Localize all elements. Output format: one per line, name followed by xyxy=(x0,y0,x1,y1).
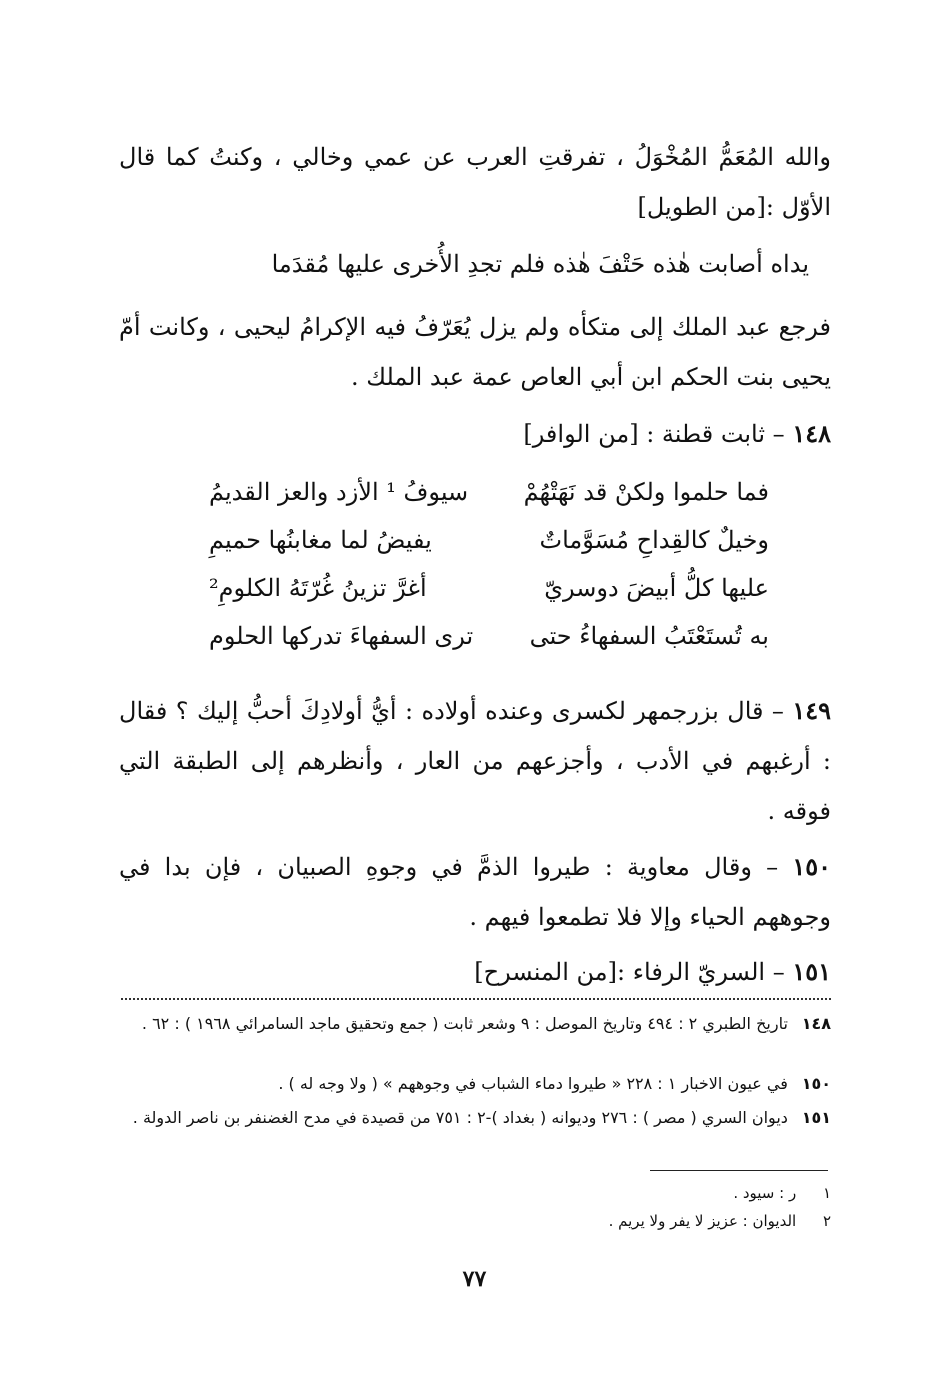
entry-number: ١٤٩ xyxy=(792,696,831,725)
verse-first-hemistich: فما حلموا ولكنْ قد نَهَتْهُمْ xyxy=(523,478,769,506)
footnote-text: ديوان السري ( مصر ) : ٢٧٦ وديوانه ( بغداد )-٢ : ٧٥١ من قصيدة في مدح الغضنفر بن ناصر الدولة . xyxy=(132,1108,788,1127)
entry-150 xyxy=(119,842,831,942)
verse-row xyxy=(209,470,769,514)
paragraph-intro: والله المُعَمُّ المُخْوَلُ ، تفرقتِ العرب عن عمي وخالي ، وكنتُ كما قال الأوّل :[من الطويل] xyxy=(119,143,831,221)
verse-first-hemistich: عليها كلُّ أبيضَ دوسريّ xyxy=(544,574,769,602)
verse-row xyxy=(209,614,769,658)
footnote-151 xyxy=(119,1104,831,1132)
footnote-150 xyxy=(119,1070,831,1098)
note-text: الديوان : عزيز لا يفر ولا يريم . xyxy=(608,1212,797,1230)
footnote-text: تاريخ الطبري ٢ : ٤٩٤ وتاريخ الموصل : ٩ وشعر ثابت ( جمع وتحقيق ماجد السامرائي ١٩٦٨ ) : ٦٢ . xyxy=(141,1014,788,1033)
entry-number: ١٥١ xyxy=(792,957,831,986)
footnote-text: في عيون الاخبار ١ : ٢٢٨ « طيروا دماء الشباب في وجوههم » ( ولا وجه له ) . xyxy=(278,1074,788,1093)
note-number: ٢ xyxy=(822,1212,831,1230)
entry-text: – قال بزرجمهر لكسرى وعنده أولاده : أيُّ أولادِكَ أحبُّ إليك ؟ فقال : أرغبهم في الأدب ، وأجزعهم من العار ، وأنظرهم إلى الطبقة التي فوقه . xyxy=(119,697,831,825)
paragraph-abdulmalik: فرجع عبد الملك إلى متكأه ولم يزل يُعَرّفُ فيه الإكرامُ ليحيى ، وكانت أمّ يحيى بنت الحكم ابن أبي العاص عمة عبد الملك . xyxy=(119,313,832,391)
entry-text: – وقال معاوية : طيروا الذمَّ في وجوهِ الصبيان ، فإن بدا في وجوههم الحياء وإلا فلا تطمعوا فيهم . xyxy=(119,853,831,931)
verse-second-hemistich: يفيضُ لما مغابنُها حميمِ xyxy=(209,526,432,554)
footnote-148 xyxy=(119,1010,831,1038)
verse-second-hemistich: سيوفُ ¹ الأزد والعز القديمُ xyxy=(209,478,469,506)
verse-note-2 xyxy=(119,1208,831,1234)
entry-151-heading xyxy=(119,952,831,992)
verse-line: يداه أصابت هٰذه حَتْفَ هٰذه فلم تجدِ الأُخرى عليها مُقدَما xyxy=(271,250,809,278)
footnote-divider-dotted xyxy=(121,998,831,1000)
entry-number: ١٤٨ xyxy=(792,419,831,448)
verse-row xyxy=(209,518,769,562)
footnote-number: ١٤٨ xyxy=(801,1014,831,1033)
verse-first-hemistich: وخيلٌ كالقِداحِ مُسَوَّماتٌ xyxy=(539,526,769,554)
verse-row xyxy=(209,566,769,610)
entry-149 xyxy=(119,686,831,836)
entry-heading-text: – السريّ الرفاء :[من المنسرح] xyxy=(474,958,785,986)
verse-first-hemistich: به تُستَعْتَبُ السفهاءُ حتى xyxy=(529,622,769,650)
entry-148-heading xyxy=(119,414,831,454)
verse-second-hemistich: أغرَّ تزينُ غُرّتَهُ الكلومِ² xyxy=(209,574,427,602)
entry-heading-text: – ثابت قطنة : [من الوافر] xyxy=(523,420,785,448)
verse-note-1 xyxy=(119,1180,831,1206)
footnote-number: ١٥٠ xyxy=(801,1074,831,1093)
verse-second-hemistich: ترى السفهاءَ تدركها الحلوم xyxy=(209,622,474,650)
note-number: ١ xyxy=(822,1184,831,1202)
entry-number: ١٥٠ xyxy=(792,852,831,881)
page-number: ٧٧ xyxy=(462,1266,487,1292)
footnote-number: ١٥١ xyxy=(801,1108,831,1127)
note-text: ر : سيود . xyxy=(733,1184,797,1202)
note-divider xyxy=(650,1170,828,1171)
